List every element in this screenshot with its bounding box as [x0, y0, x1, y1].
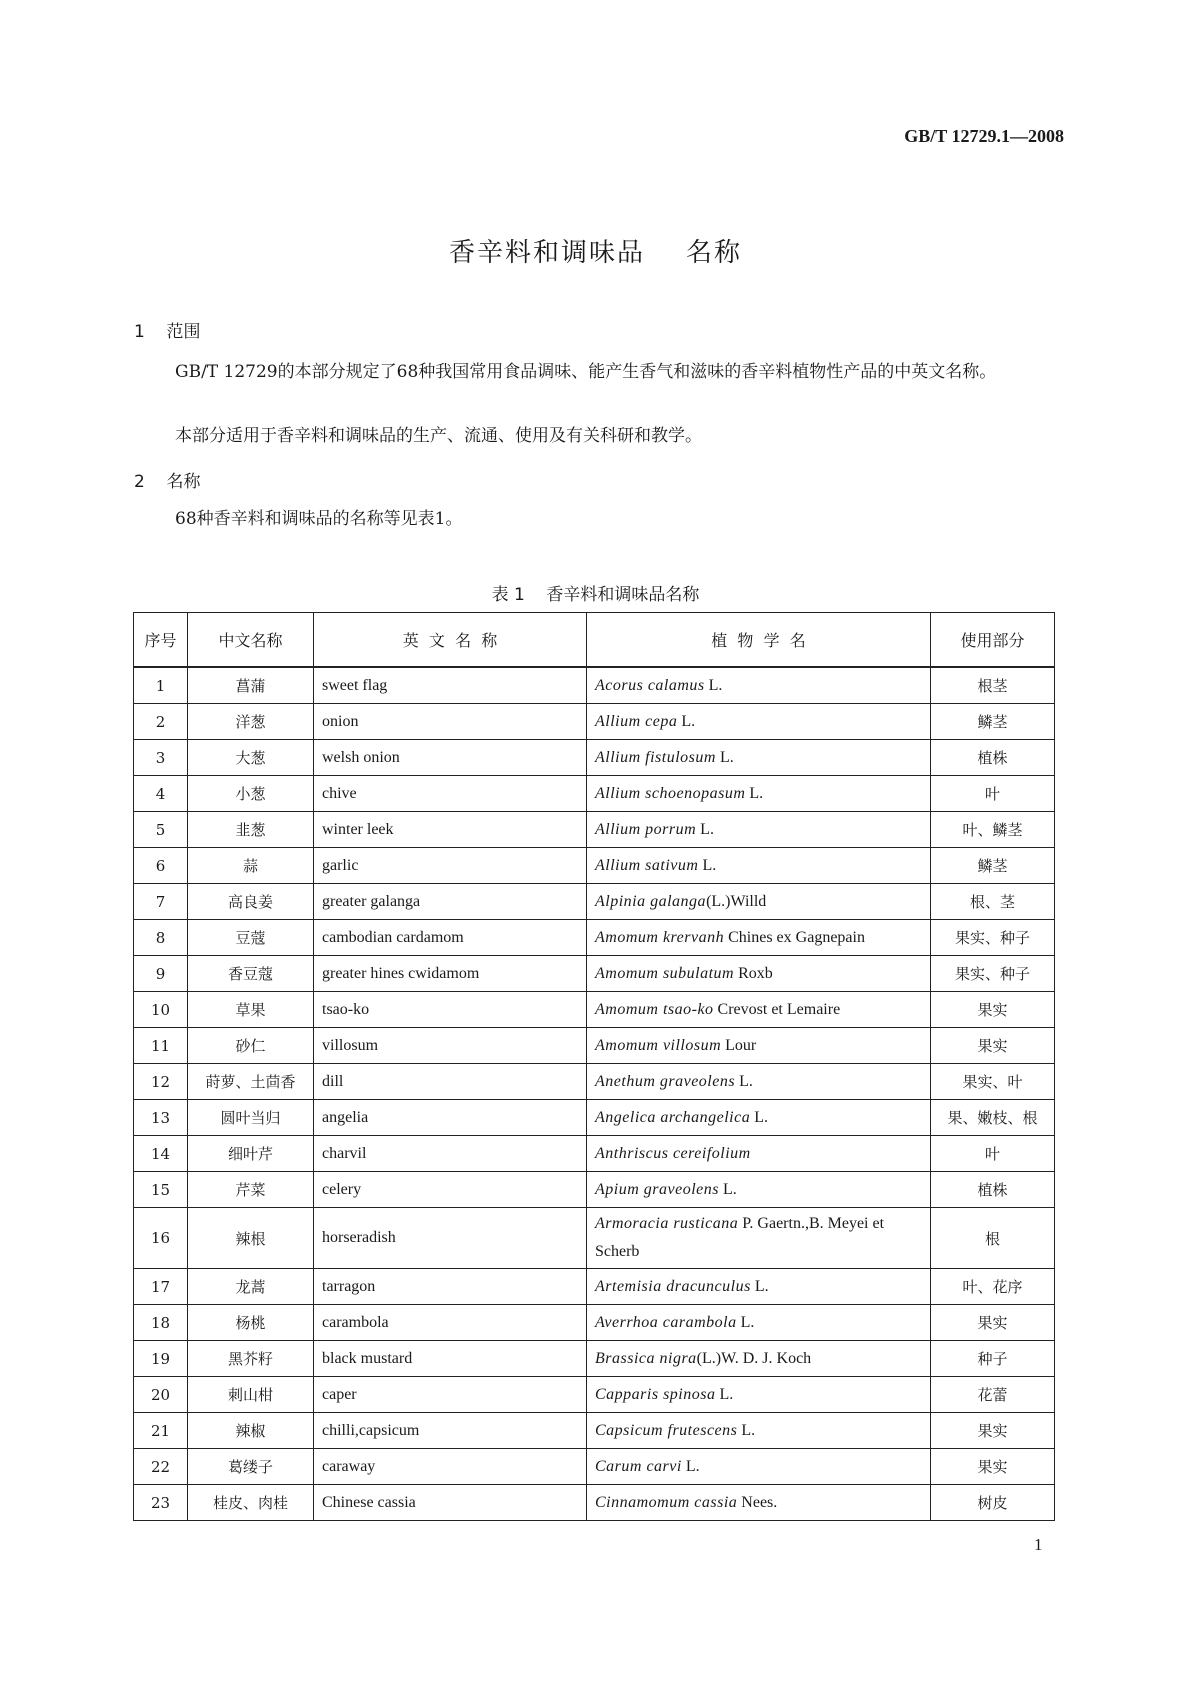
section-1-title: 范围 [166, 322, 201, 342]
row-serial-number: 7 [134, 884, 188, 920]
row-part-used: 根茎 [931, 667, 1055, 704]
row-serial-number: 16 [134, 1208, 188, 1269]
header-part-used: 使用部分 [931, 613, 1055, 668]
row-chinese-name: 辣根 [188, 1208, 314, 1269]
section-1-number: 1 [134, 322, 145, 342]
table-row [134, 1485, 1055, 1521]
row-botanical-name [587, 1341, 931, 1377]
row-english-name: villosum [314, 1028, 587, 1064]
row-chinese-name: 菖蒲 [188, 667, 314, 704]
header-botanical-name: 植 物 学 名 [587, 613, 931, 668]
row-english-name: greater galanga [314, 884, 587, 920]
table-body [134, 667, 1055, 1521]
table-row [134, 1305, 1055, 1341]
section-2-number: 2 [134, 472, 145, 492]
row-serial-number: 14 [134, 1136, 188, 1172]
table-row [134, 1100, 1055, 1136]
row-english-name: caper [314, 1377, 587, 1413]
row-chinese-name: 芹菜 [188, 1172, 314, 1208]
row-part-used: 根 [931, 1208, 1055, 1269]
section-2-heading [134, 467, 200, 492]
row-chinese-name: 黑芥籽 [188, 1341, 314, 1377]
botanical-species: Allium schoenopasum [595, 784, 746, 802]
row-serial-number: 4 [134, 776, 188, 812]
table-row [134, 667, 1055, 704]
botanical-species: Angelica archangelica [595, 1108, 751, 1126]
row-botanical-name [587, 1028, 931, 1064]
row-part-used: 果实、种子 [931, 956, 1055, 992]
header-serial-number: 序号 [134, 613, 188, 668]
row-part-used: 叶、花序 [931, 1269, 1055, 1305]
row-botanical-name [587, 1064, 931, 1100]
row-chinese-name: 大葱 [188, 740, 314, 776]
botanical-species: Amomum villosum [595, 1036, 722, 1054]
row-part-used: 鳞茎 [931, 848, 1055, 884]
row-part-used: 种子 [931, 1341, 1055, 1377]
row-serial-number: 6 [134, 848, 188, 884]
row-serial-number: 23 [134, 1485, 188, 1521]
table-header-row [134, 613, 1055, 668]
row-chinese-name: 桂皮、肉桂 [188, 1485, 314, 1521]
row-serial-number: 10 [134, 992, 188, 1028]
row-chinese-name: 蒜 [188, 848, 314, 884]
botanical-species: Artemisia dracunculus [595, 1277, 751, 1295]
table-row [134, 1208, 1055, 1269]
botanical-authority: L. [735, 1072, 753, 1090]
botanical-species: Allium sativum [595, 856, 699, 874]
botanical-authority: (L.)Willd [706, 892, 767, 910]
row-chinese-name: 香豆蔻 [188, 956, 314, 992]
row-serial-number: 2 [134, 704, 188, 740]
botanical-authority: L. [718, 1180, 737, 1198]
row-english-name: tarragon [314, 1269, 587, 1305]
standard-code: GB/T 12729.1—2008 [904, 126, 1064, 146]
botanical-species: Armoracia rusticana [595, 1215, 739, 1232]
table-row [134, 1413, 1055, 1449]
table-row [134, 740, 1055, 776]
row-botanical-name [587, 956, 931, 992]
row-english-name: black mustard [314, 1341, 587, 1377]
row-chinese-name: 洋葱 [188, 704, 314, 740]
row-botanical-name [587, 920, 931, 956]
table-row [134, 848, 1055, 884]
row-serial-number: 19 [134, 1341, 188, 1377]
row-serial-number: 21 [134, 1413, 188, 1449]
botanical-species: Acorus calamus [595, 676, 705, 694]
row-chinese-name: 圆叶当归 [188, 1100, 314, 1136]
botanical-authority: L. [681, 1457, 700, 1475]
row-english-name: welsh onion [314, 740, 587, 776]
row-botanical-name [587, 812, 931, 848]
section-2-title: 名称 [166, 472, 201, 492]
row-part-used: 根、茎 [931, 884, 1055, 920]
row-serial-number: 11 [134, 1028, 188, 1064]
table-row [134, 776, 1055, 812]
row-english-name: greater hines cwidamom [314, 956, 587, 992]
row-english-name: charvil [314, 1136, 587, 1172]
row-serial-number: 13 [134, 1100, 188, 1136]
row-english-name: onion [314, 704, 587, 740]
row-botanical-name [587, 1413, 931, 1449]
row-english-name: winter leek [314, 812, 587, 848]
botanical-authority: L. [696, 820, 714, 838]
row-english-name: dill [314, 1064, 587, 1100]
row-english-name: sweet flag [314, 667, 587, 704]
row-chinese-name: 草果 [188, 992, 314, 1028]
table-row [134, 1341, 1055, 1377]
row-serial-number: 22 [134, 1449, 188, 1485]
row-english-name: carambola [314, 1305, 587, 1341]
table-row [134, 1449, 1055, 1485]
row-chinese-name: 砂仁 [188, 1028, 314, 1064]
section-2-paragraph: 68种香辛料和调味品的名称等见表1。 [175, 509, 463, 529]
row-botanical-name [587, 1136, 931, 1172]
row-serial-number: 9 [134, 956, 188, 992]
row-english-name: chive [314, 776, 587, 812]
botanical-species: Anthriscus cereifolium [595, 1144, 751, 1162]
botanical-authority: L. [715, 748, 734, 766]
botanical-species: Amomum krervanh [595, 928, 725, 946]
section-1-heading [134, 317, 200, 342]
section-1-paragraph-1: GB/T 12729的本部分规定了68种我国常用食品调味、能产生香气和滋味的香辛料植物性产品的中英文名称。 [175, 362, 997, 382]
row-english-name: chilli,capsicum [314, 1413, 587, 1449]
row-english-name: garlic [314, 848, 587, 884]
botanical-authority: L. [698, 856, 717, 874]
row-part-used: 植株 [931, 740, 1055, 776]
row-part-used: 叶 [931, 1136, 1055, 1172]
row-botanical-name [587, 1269, 931, 1305]
row-english-name: cambodian cardamom [314, 920, 587, 956]
row-botanical-name [587, 1485, 931, 1521]
botanical-species: Apium graveolens [595, 1180, 719, 1198]
page-number: 1 [1034, 1535, 1043, 1554]
botanical-authority: Crevost et Lemaire [713, 1000, 841, 1018]
row-serial-number: 5 [134, 812, 188, 848]
botanical-authority: L. [750, 1108, 768, 1126]
row-chinese-name: 高良姜 [188, 884, 314, 920]
botanical-authority: L. [750, 1277, 769, 1295]
row-botanical-name [587, 776, 931, 812]
table-row [134, 1136, 1055, 1172]
spice-names-table [133, 612, 1055, 1521]
table-row [134, 704, 1055, 740]
botanical-species: Capparis spinosa [595, 1385, 716, 1403]
row-botanical-name [587, 1377, 931, 1413]
botanical-species: Alpinia galanga [595, 892, 707, 910]
row-chinese-name: 辣椒 [188, 1413, 314, 1449]
row-botanical-name [587, 1305, 931, 1341]
row-chinese-name: 豆蔻 [188, 920, 314, 956]
row-chinese-name: 小葱 [188, 776, 314, 812]
row-botanical-name [587, 1172, 931, 1208]
row-serial-number: 3 [134, 740, 188, 776]
row-part-used: 果实 [931, 1413, 1055, 1449]
row-chinese-name: 杨桃 [188, 1305, 314, 1341]
row-botanical-name [587, 740, 931, 776]
row-english-name: celery [314, 1172, 587, 1208]
table-row [134, 884, 1055, 920]
row-part-used: 花蕾 [931, 1377, 1055, 1413]
botanical-authority: Chines ex Gagnepain [724, 928, 865, 946]
row-serial-number: 20 [134, 1377, 188, 1413]
table-row [134, 1377, 1055, 1413]
botanical-authority: L. [677, 712, 696, 730]
botanical-authority: L. [737, 1421, 756, 1439]
row-botanical-name [587, 1100, 931, 1136]
row-serial-number: 18 [134, 1305, 188, 1341]
row-english-name: Chinese cassia [314, 1485, 587, 1521]
table-caption: 表 1 香辛料和调味品名称 [491, 585, 700, 605]
row-english-name: tsao-ko [314, 992, 587, 1028]
row-english-name: angelia [314, 1100, 587, 1136]
table-row [134, 1269, 1055, 1305]
row-chinese-name: 龙蒿 [188, 1269, 314, 1305]
row-part-used: 植株 [931, 1172, 1055, 1208]
row-part-used: 果实 [931, 1028, 1055, 1064]
botanical-authority: L. [745, 784, 764, 802]
row-botanical-name [587, 884, 931, 920]
botanical-species: Allium porrum [595, 820, 697, 838]
row-part-used: 果、嫩枝、根 [931, 1100, 1055, 1136]
row-botanical-name [587, 704, 931, 740]
table-row [134, 992, 1055, 1028]
row-part-used: 果实 [931, 992, 1055, 1028]
row-part-used: 树皮 [931, 1485, 1055, 1521]
row-serial-number: 15 [134, 1172, 188, 1208]
table-row [134, 1064, 1055, 1100]
table-row [134, 1172, 1055, 1208]
row-chinese-name: 刺山柑 [188, 1377, 314, 1413]
header-chinese-name: 中文名称 [188, 613, 314, 668]
row-botanical-name [587, 1449, 931, 1485]
botanical-species: Amomum subulatum [595, 964, 735, 982]
row-part-used: 果实 [931, 1305, 1055, 1341]
botanical-species: Capsicum frutescens [595, 1421, 738, 1439]
botanical-authority: L. [704, 676, 723, 694]
botanical-authority: Nees. [737, 1493, 778, 1511]
row-serial-number: 8 [134, 920, 188, 956]
botanical-authority: P. Gaertn.,B. Meyei et Scherb [595, 1215, 889, 1260]
row-chinese-name: 莳萝、土茴香 [188, 1064, 314, 1100]
botanical-authority: Lour [721, 1036, 757, 1054]
botanical-authority: L. [736, 1313, 755, 1331]
row-chinese-name: 葛缕子 [188, 1449, 314, 1485]
row-part-used: 鳞茎 [931, 704, 1055, 740]
document-title: 香辛料和调味品 名称 [448, 238, 743, 268]
table-row [134, 812, 1055, 848]
row-botanical-name [587, 848, 931, 884]
row-botanical-name [587, 1208, 931, 1269]
row-english-name: caraway [314, 1449, 587, 1485]
botanical-species: Averrhoa carambola [595, 1313, 737, 1331]
row-part-used: 叶 [931, 776, 1055, 812]
row-part-used: 果实 [931, 1449, 1055, 1485]
row-serial-number: 12 [134, 1064, 188, 1100]
row-chinese-name: 细叶芹 [188, 1136, 314, 1172]
table-row [134, 920, 1055, 956]
row-botanical-name [587, 667, 931, 704]
botanical-species: Brassica nigra [595, 1349, 697, 1367]
botanical-species: Anethum graveolens [595, 1072, 736, 1090]
row-english-name: horseradish [314, 1208, 587, 1269]
row-part-used: 果实、种子 [931, 920, 1055, 956]
row-chinese-name: 韭葱 [188, 812, 314, 848]
botanical-species: Allium fistulosum [595, 748, 716, 766]
botanical-species: Amomum tsao-ko [595, 1000, 714, 1018]
table-row [134, 956, 1055, 992]
table-row [134, 1028, 1055, 1064]
row-serial-number: 1 [134, 667, 188, 704]
botanical-authority: L. [715, 1385, 734, 1403]
botanical-species: Carum carvi [595, 1457, 682, 1475]
row-part-used: 果实、叶 [931, 1064, 1055, 1100]
section-1-paragraph-2: 本部分适用于香辛料和调味品的生产、流通、使用及有关科研和教学。 [175, 426, 702, 446]
header-english-name: 英 文 名 称 [314, 613, 587, 668]
botanical-species: Cinnamomum cassia [595, 1493, 738, 1511]
botanical-authority: Roxb [734, 964, 773, 982]
row-part-used: 叶、鳞茎 [931, 812, 1055, 848]
row-serial-number: 17 [134, 1269, 188, 1305]
botanical-authority: (L.)W. D. J. Koch [696, 1349, 812, 1367]
row-botanical-name [587, 992, 931, 1028]
botanical-species: Allium cepa [595, 712, 678, 730]
